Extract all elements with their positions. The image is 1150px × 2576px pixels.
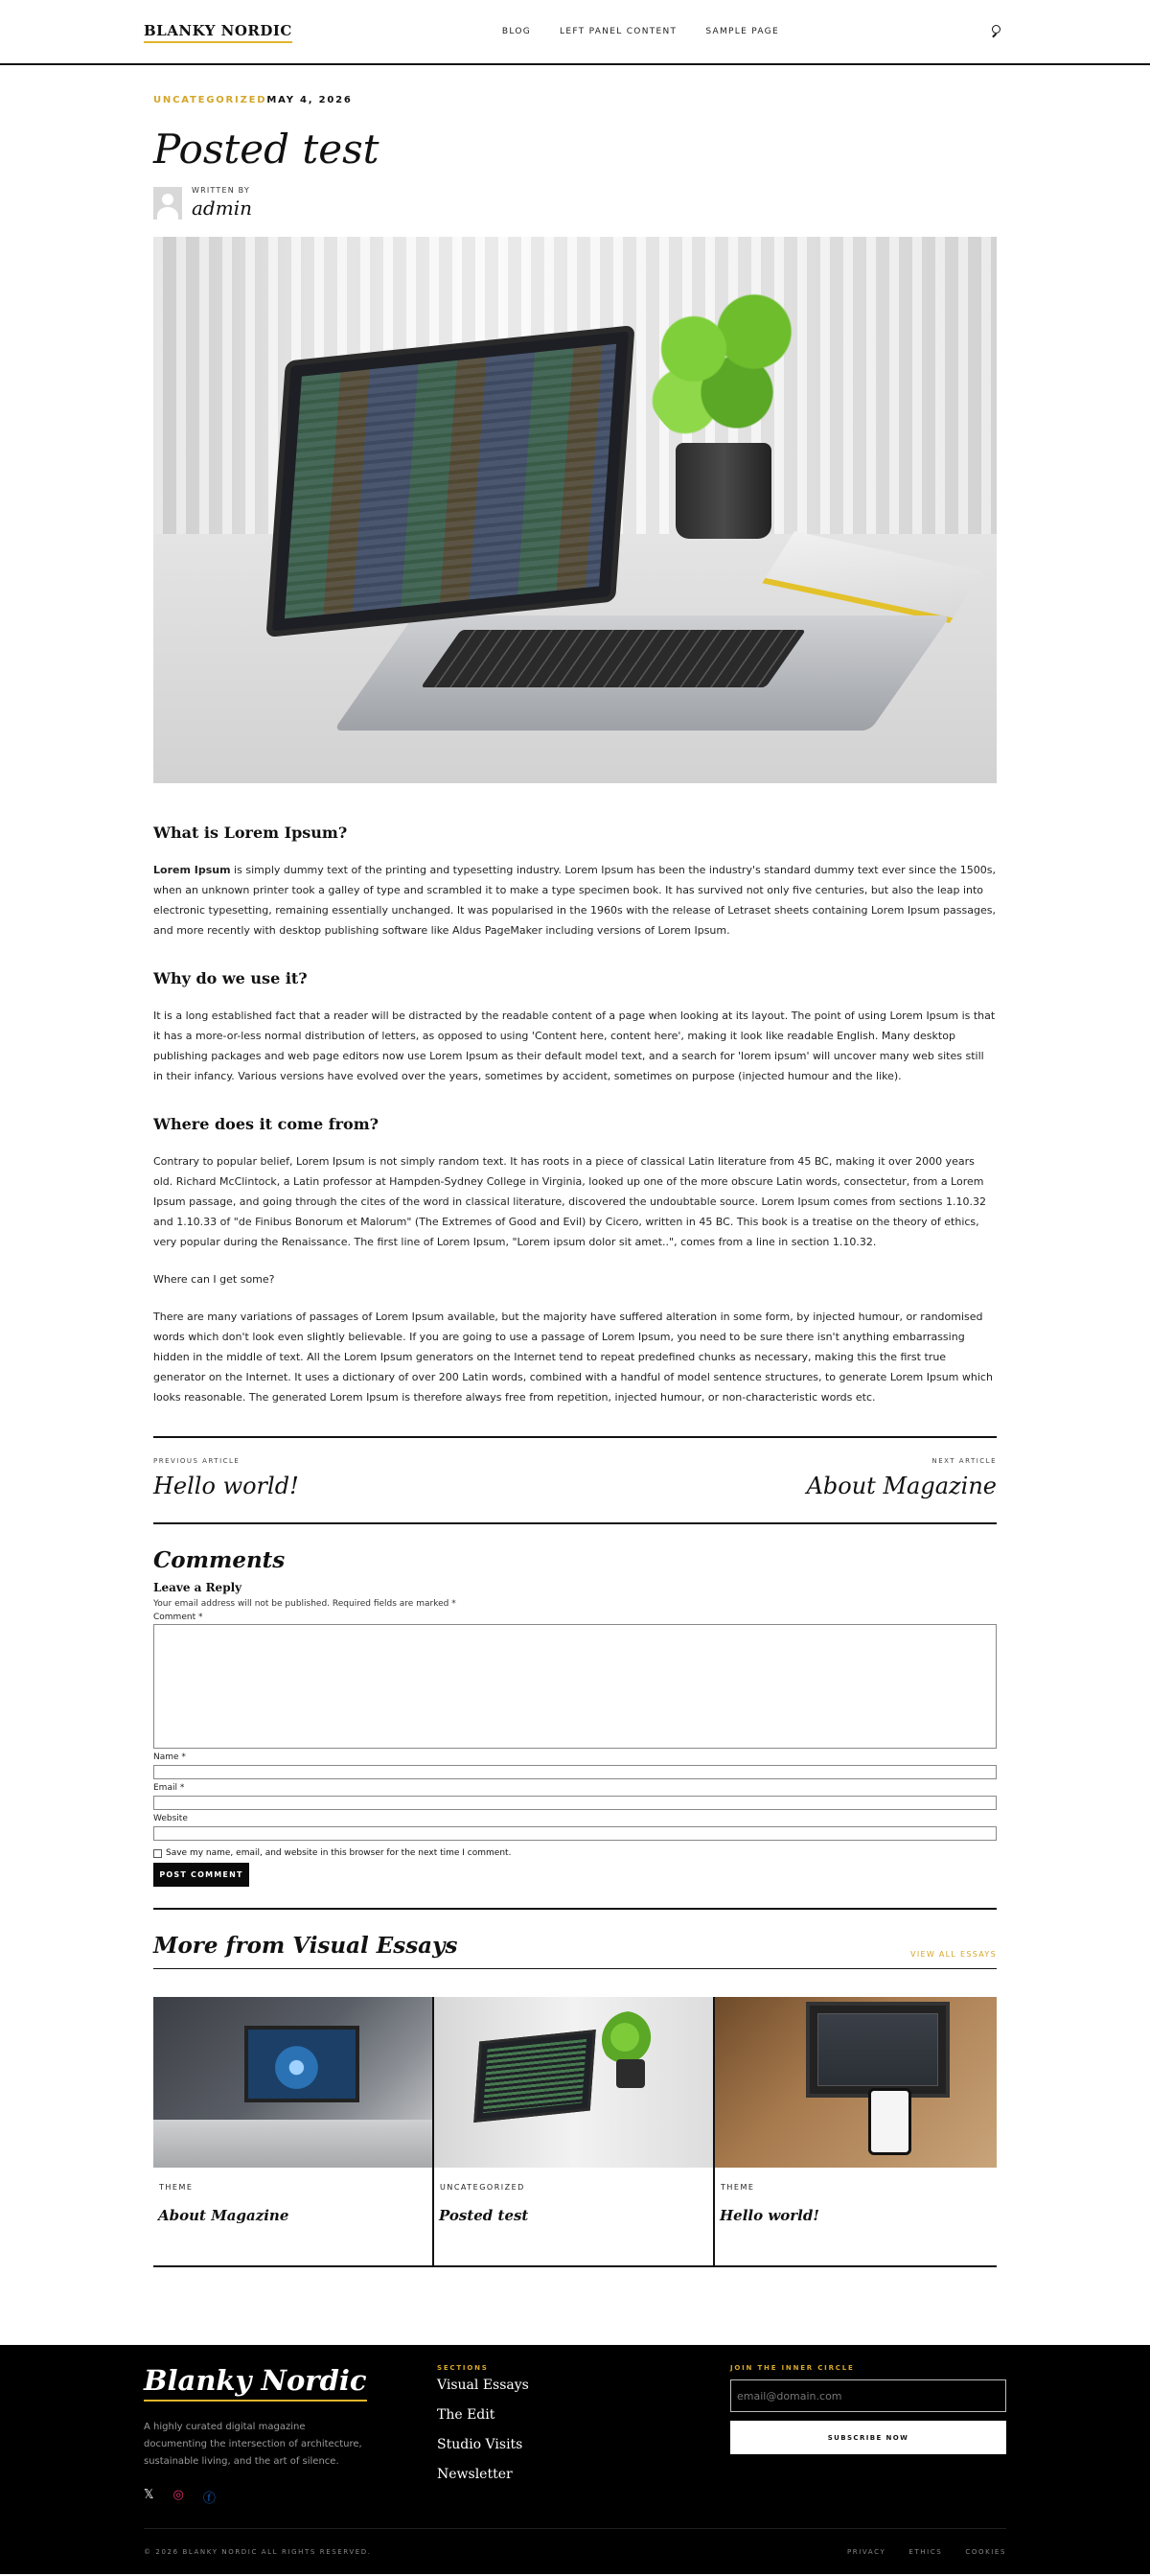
search-icon[interactable] <box>989 23 1006 40</box>
avatar <box>153 187 182 220</box>
newsletter-email-input[interactable] <box>730 2379 1006 2412</box>
author-name[interactable]: admin <box>192 197 252 220</box>
main-nav <box>502 27 779 36</box>
footer-bottom <box>144 2528 1006 2556</box>
paragraph: There are many variations of passages of Lorem Ipsum available, but the majority have suffered alteration in some form, by injected humour, or randomised words which don't look even slightly believable. If you are going to use a passage of Lorem Ipsum, you need to be sure there isn't anything embarrassing hidden in the middle of text. All the Lorem Ipsum generators on the Internet tend to repeat predefined chunks as necessary, making this the first true generator on the Internet. It uses a dictionary of over 200 Latin words, combined with a handful of model sentence structures, to generate Lorem Ipsum which looks reasonable. The generated Lorem Ipsum is therefore always free from repetition, injected humour, or non-characteristic words etc. <box>153 1311 993 1404</box>
essay-card[interactable] <box>434 1997 715 2265</box>
essay-card[interactable] <box>153 1997 434 2265</box>
website-field[interactable] <box>153 1826 997 1841</box>
post-navigation <box>153 1436 997 1524</box>
more-title: More from Visual Essays <box>153 1933 458 1959</box>
sections-label: SECTIONS <box>437 2364 489 2372</box>
copyright: © 2026 BLANKY NORDIC ALL RIGHTS RESERVED. <box>144 2548 372 2556</box>
paragraph <box>153 860 997 940</box>
section-heading: Where does it come from? <box>153 1115 379 1133</box>
more-from-section <box>153 1908 997 2267</box>
essay-card[interactable] <box>715 1997 997 2265</box>
privacy-link[interactable]: PRIVACY <box>846 2548 886 2556</box>
card-title[interactable]: Hello world! <box>720 2207 819 2224</box>
card-title[interactable]: Posted test <box>439 2207 529 2224</box>
footer-logo[interactable]: Blanky Nordic <box>144 2364 367 2402</box>
section-what-is <box>153 824 997 940</box>
save-info-row <box>153 1848 997 1858</box>
leave-reply-title: Leave a Reply <box>153 1581 242 1594</box>
paragraph: Contrary to popular belief, Lorem Ipsum is not simply random text. It has roots in a piece of classical Latin literature from 45 BC, making it over 2000 years old. Richard McClintock, a Latin professor at Hampden-Sydney College in Virginia, looked up one of the more obscure Latin words, consectetur, from a Lorem Ipsum passage, and going through the cites of the word in classical literature, discovered the undoubtable source. Lorem Ipsum comes from sections 1.10.32 and 1.10.33 of "de Finibus Bonorum et Malorum" (The Extremes of Good and Evil) by Cicero, written in 45 BC. This book is a treatise on the theory of ethics, very popular during the Renaissance. The first line of Lorem Ipsum, "Lorem ipsum dolor sit amet..", comes from a line in section 1.10.32. <box>153 1155 986 1248</box>
previous-article <box>153 1457 299 1499</box>
next-article-link[interactable]: About Magazine <box>806 1473 997 1499</box>
name-label: Name * <box>153 1752 186 1762</box>
previous-label: PREVIOUS ARTICLE <box>153 1457 241 1465</box>
comments-section <box>153 1547 997 1887</box>
nav-sample-page[interactable]: SAMPLE PAGE <box>705 27 779 36</box>
footer-link-the-edit[interactable]: The Edit <box>437 2407 495 2423</box>
next-label: NEXT ARTICLE <box>932 1457 997 1465</box>
nav-left-panel-content[interactable]: LEFT PANEL CONTENT <box>560 27 678 36</box>
email-field[interactable] <box>153 1796 997 1810</box>
save-info-checkbox[interactable] <box>153 1849 162 1858</box>
card-tag: UNCATEGORIZED <box>440 2183 525 2192</box>
x-icon[interactable]: 𝕏 <box>144 2488 154 2502</box>
paragraph-text: is simply dummy text of the printing and typesetting industry. Lorem Ipsum has been the industry's standard dummy text ever since the 1500s, when an unknown printer took a galley of type and scrambled it to make a type specimen book. It has survived not only five centuries, but also the leap into electronic typesetting, remaining essentially unchanged. It was popularised in the 1960s with the release of Letraset sheets containing Lorem Ipsum passages, and more recently with desktop publishing software like Aldus PageMaker including versions of Lorem Ipsum. <box>153 864 997 937</box>
card-image[interactable] <box>153 1997 432 2168</box>
nav-blog[interactable]: BLOG <box>501 27 532 36</box>
card-image[interactable] <box>715 1997 997 2168</box>
footer-link-studio-visits[interactable]: Studio Visits <box>437 2437 523 2452</box>
required-note: Your email address will not be published. Required fields are marked * <box>153 1599 456 1609</box>
view-all-essays-link[interactable]: VIEW ALL ESSAYS <box>910 1950 997 1959</box>
post-meta <box>153 95 997 105</box>
site-header <box>0 0 1150 65</box>
card-tag: THEME <box>159 2183 194 2192</box>
card-tag: THEME <box>721 2183 755 2192</box>
post-date: MAY 4, 2026 <box>266 95 353 105</box>
footer-link-newsletter[interactable]: Newsletter <box>437 2467 513 2482</box>
site-logo[interactable]: BLANKY NORDIC <box>144 22 292 42</box>
section-where <box>153 1115 997 1407</box>
post-comment-button[interactable]: POST COMMENT <box>153 1863 249 1887</box>
post-content <box>153 824 997 1407</box>
previous-article-link[interactable]: Hello world! <box>153 1473 299 1499</box>
essay-cards <box>153 1997 997 2267</box>
author-block <box>153 186 997 220</box>
card-title[interactable]: About Magazine <box>158 2207 289 2224</box>
card-image[interactable] <box>434 1997 713 2168</box>
instagram-icon[interactable]: ◎ <box>172 2488 184 2502</box>
written-by-label: WRITTEN BY <box>192 186 250 195</box>
comments-title: Comments <box>153 1547 286 1573</box>
hero-image <box>153 237 997 783</box>
paragraph: It is a long established fact that a reader will be distracted by the readable content of a page when looking at its layout. The point of using Lorem Ipsum is that it has a more-or-less normal distribution of letters, as opposed to using 'Content here, content here', making it look like readable English. Many desktop publishing packages and web page editors now use Lorem Ipsum as their default model text, and a search for 'lorem ipsum' will uncover many web sites still in their infancy. Various versions have evolved over the years, sometimes by accident, sometimes on purpose (injected humour and the like). <box>153 1010 996 1082</box>
section-heading: Why do we use it? <box>153 969 308 987</box>
join-label: JOIN THE INNER CIRCLE <box>730 2364 855 2372</box>
lead-text: Lorem Ipsum <box>153 864 231 876</box>
footer-link-visual-essays[interactable]: Visual Essays <box>437 2378 529 2393</box>
website-label: Website <box>153 1814 188 1823</box>
article <box>153 95 997 2267</box>
post-category[interactable]: UNCATEGORIZED <box>153 95 267 105</box>
section-heading: What is Lorem Ipsum? <box>153 824 348 842</box>
section-why <box>153 969 997 1086</box>
site-footer <box>0 2345 1150 2574</box>
save-info-label: Save my name, email, and website in this browser for the next time I comment. <box>166 1848 512 1858</box>
comment-label: Comment * <box>153 1613 203 1622</box>
next-article <box>807 1457 997 1499</box>
name-field[interactable] <box>153 1765 997 1779</box>
email-label: Email * <box>153 1783 185 1793</box>
page-title: Posted test <box>153 126 380 173</box>
social-links <box>144 2488 437 2506</box>
ethics-link[interactable]: ETHICS <box>908 2548 943 2556</box>
cookies-link[interactable]: COOKIES <box>965 2548 1006 2556</box>
facebook-icon[interactable]: ⓕ <box>202 2492 216 2506</box>
comment-textarea[interactable] <box>153 1624 997 1749</box>
footer-description: A highly curated digital magazine documenting the intersection of architecture, sustainable living, and the art of silence. <box>144 2422 362 2467</box>
subscribe-button[interactable]: SUBSCRIBE NOW <box>730 2421 1006 2454</box>
paragraph: Where can I get some? <box>153 1273 275 1286</box>
